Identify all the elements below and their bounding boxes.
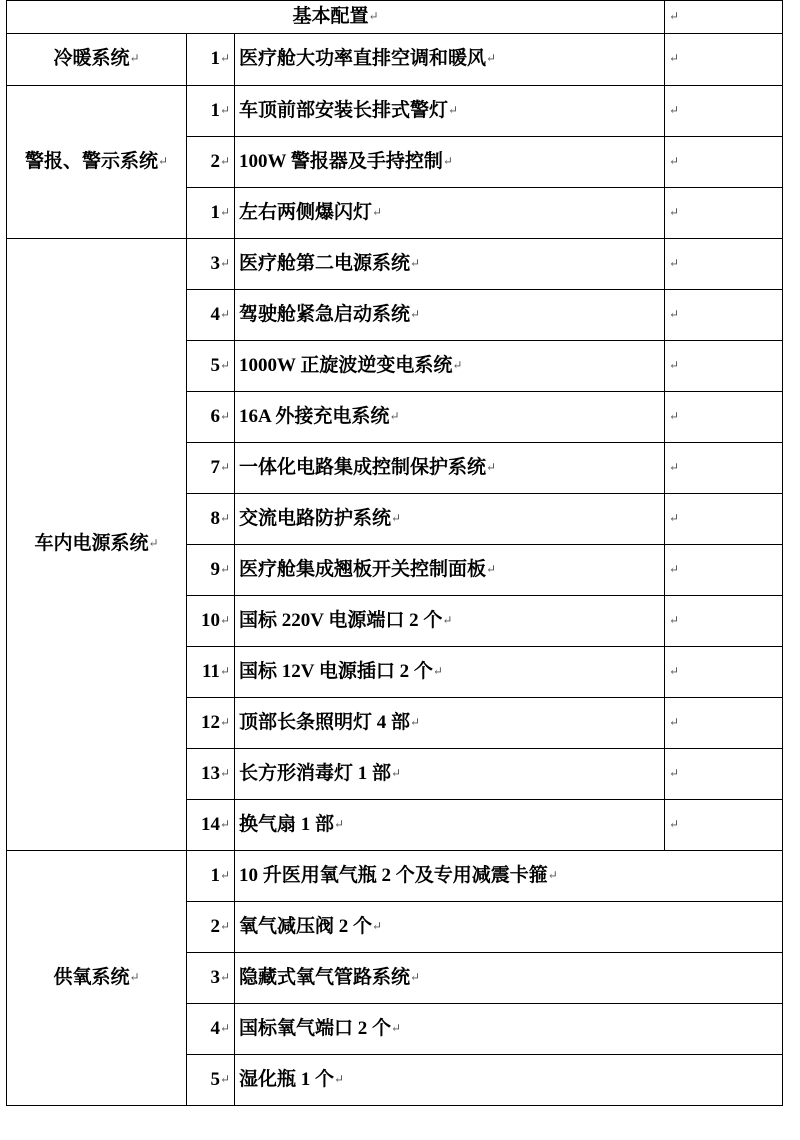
paragraph-mark-icon: ↵ [391, 510, 402, 525]
paragraph-mark-icon: ↵ [669, 714, 680, 729]
paragraph-mark-icon: ↵ [219, 969, 230, 984]
description-label: 医疗舱大功率直排空调和暖风 [239, 48, 487, 70]
category-cell-power-system [7, 239, 187, 851]
description-label: 国标 220V 电源端口 2 个 [239, 609, 443, 631]
table-row [7, 34, 795, 86]
index-label: 13 [200, 762, 220, 784]
description-label: 16A 外接充电系统 [239, 405, 390, 427]
table-row [7, 239, 795, 290]
index-cell [187, 902, 235, 953]
description-cell [235, 341, 665, 392]
description-cell [235, 647, 665, 698]
right-margin-cell [783, 494, 795, 545]
right-margin-cell [783, 239, 795, 290]
index-cell [187, 137, 235, 188]
category-cell-alarm-warning [7, 86, 187, 239]
description-label: 1000W 正旋波逆变电系统 [239, 354, 453, 376]
right-margin-cell [783, 1055, 795, 1106]
paragraph-mark-icon: ↵ [219, 306, 230, 321]
index-label: 9 [210, 558, 220, 580]
note-cell [665, 749, 783, 800]
index-label: 8 [210, 507, 220, 529]
header-title-cell [7, 1, 665, 34]
table-row [7, 851, 795, 902]
index-label: 11 [201, 660, 220, 682]
paragraph-mark-icon: ↵ [334, 1071, 345, 1086]
description-label: 国标氧气端口 2 个 [239, 1017, 392, 1039]
note-cell [665, 290, 783, 341]
description-label: 换气扇 1 部 [239, 813, 335, 835]
note-cell [665, 188, 783, 239]
paragraph-mark-icon: ↵ [410, 255, 421, 270]
note-cell [665, 341, 783, 392]
paragraph-mark-icon: ↵ [219, 1020, 230, 1035]
paragraph-mark-icon: ↵ [410, 714, 421, 729]
right-margin-cell [783, 902, 795, 953]
paragraph-mark-icon: ↵ [219, 204, 230, 219]
description-cell [235, 86, 665, 137]
index-cell [187, 341, 235, 392]
paragraph-mark-icon: ↵ [669, 306, 680, 321]
note-cell [665, 34, 783, 86]
index-cell [187, 749, 235, 800]
paragraph-mark-icon: ↵ [219, 561, 230, 576]
description-label: 车顶前部安装长排式警灯 [239, 99, 449, 121]
description-cell [235, 902, 783, 953]
header-title: 基本配置 [292, 5, 369, 27]
index-cell [187, 239, 235, 290]
paragraph-mark-icon: ↵ [669, 561, 680, 576]
paragraph-mark-icon: ↵ [669, 102, 680, 117]
paragraph-mark-icon: ↵ [391, 1020, 402, 1035]
paragraph-mark-icon: ↵ [486, 51, 497, 66]
note-cell [665, 596, 783, 647]
paragraph-mark-icon: ↵ [669, 357, 680, 372]
description-cell [235, 188, 665, 239]
index-label: 14 [200, 813, 220, 835]
paragraph-mark-icon: ↵ [372, 918, 383, 933]
note-cell [665, 86, 783, 137]
paragraph-mark-icon: ↵ [442, 153, 453, 168]
table-row [7, 86, 795, 137]
right-margin-cell [783, 443, 795, 494]
note-cell [665, 392, 783, 443]
paragraph-mark-icon: ↵ [391, 765, 402, 780]
category-label: 冷暖系统 [53, 48, 130, 70]
paragraph-mark-icon: ↵ [219, 153, 230, 168]
index-label: 1 [210, 48, 220, 70]
table-body [7, 1, 795, 1106]
table-header-row [7, 1, 795, 34]
index-cell [187, 953, 235, 1004]
right-margin-cell [783, 1, 795, 34]
index-label: 1 [210, 201, 220, 223]
description-cell [235, 137, 665, 188]
note-cell [665, 647, 783, 698]
description-label: 100W 警报器及手持控制 [239, 150, 443, 172]
paragraph-mark-icon: ↵ [669, 765, 680, 780]
right-margin-cell [783, 34, 795, 86]
paragraph-mark-icon: ↵ [669, 510, 680, 525]
paragraph-mark-icon: ↵ [389, 408, 400, 423]
description-label: 国标 12V 电源插口 2 个 [239, 660, 433, 682]
description-label: 一体化电路集成控制保护系统 [239, 456, 487, 478]
paragraph-mark-icon: ↵ [669, 8, 680, 23]
index-cell [187, 34, 235, 86]
paragraph-mark-icon: ↵ [219, 663, 230, 678]
right-margin-cell [783, 290, 795, 341]
note-cell [665, 800, 783, 851]
index-label: 1 [210, 864, 220, 886]
right-margin-cell [783, 392, 795, 443]
right-margin-cell [783, 86, 795, 137]
index-label: 4 [210, 303, 220, 325]
paragraph-mark-icon: ↵ [669, 255, 680, 270]
right-margin-cell [783, 596, 795, 647]
description-cell [235, 698, 665, 749]
paragraph-mark-icon: ↵ [219, 102, 230, 117]
paragraph-mark-icon: ↵ [442, 612, 453, 627]
description-cell [235, 851, 783, 902]
description-cell [235, 800, 665, 851]
description-label: 顶部长条照明灯 4 部 [239, 711, 411, 733]
header-note-cell [665, 1, 783, 34]
index-cell [187, 86, 235, 137]
note-cell [665, 137, 783, 188]
paragraph-mark-icon: ↵ [669, 204, 680, 219]
description-label: 湿化瓶 1 个 [239, 1068, 335, 1090]
description-cell [235, 545, 665, 596]
index-cell [187, 596, 235, 647]
category-label: 警报、警示系统 [24, 150, 158, 172]
paragraph-mark-icon: ↵ [432, 663, 443, 678]
paragraph-mark-icon: ↵ [486, 561, 497, 576]
category-cell-oxygen-supply [7, 851, 187, 1106]
category-cell-heating-cooling [7, 34, 187, 86]
description-cell [235, 596, 665, 647]
index-label: 10 [200, 609, 220, 631]
paragraph-mark-icon: ↵ [129, 51, 140, 66]
note-cell [665, 239, 783, 290]
paragraph-mark-icon: ↵ [157, 153, 169, 168]
index-cell [187, 443, 235, 494]
index-cell [187, 545, 235, 596]
paragraph-mark-icon: ↵ [219, 408, 230, 423]
index-label: 12 [200, 711, 220, 733]
paragraph-mark-icon: ↵ [410, 306, 421, 321]
description-label: 长方形消毒灯 1 部 [239, 762, 392, 784]
index-label: 2 [210, 150, 220, 172]
right-margin-cell [783, 953, 795, 1004]
paragraph-mark-icon: ↵ [669, 816, 680, 831]
description-cell [235, 494, 665, 545]
paragraph-mark-icon: ↵ [669, 612, 680, 627]
paragraph-mark-icon: ↵ [219, 612, 230, 627]
description-label: 氧气减压阀 2 个 [239, 915, 373, 937]
paragraph-mark-icon: ↵ [669, 459, 680, 474]
right-margin-cell [783, 749, 795, 800]
description-label: 医疗舱第二电源系统 [239, 252, 411, 274]
index-cell [187, 851, 235, 902]
index-cell [187, 392, 235, 443]
paragraph-mark-icon: ↵ [219, 1071, 230, 1086]
index-label: 7 [210, 456, 220, 478]
paragraph-mark-icon: ↵ [410, 969, 421, 984]
paragraph-mark-icon: ↵ [148, 536, 159, 551]
paragraph-mark-icon: ↵ [219, 459, 230, 474]
paragraph-mark-icon: ↵ [129, 969, 140, 984]
paragraph-mark-icon: ↵ [219, 867, 230, 882]
specification-table [6, 0, 795, 1106]
paragraph-mark-icon: ↵ [448, 102, 459, 117]
index-cell [187, 698, 235, 749]
right-margin-cell [783, 137, 795, 188]
paragraph-mark-icon: ↵ [219, 918, 230, 933]
description-cell [235, 443, 665, 494]
note-cell [665, 698, 783, 749]
index-label: 5 [210, 1068, 220, 1090]
right-margin-cell [783, 545, 795, 596]
description-cell [235, 392, 665, 443]
index-label: 3 [210, 966, 220, 988]
description-cell [235, 290, 665, 341]
paragraph-mark-icon: ↵ [669, 408, 680, 423]
paragraph-mark-icon: ↵ [452, 357, 463, 372]
paragraph-mark-icon: ↵ [219, 765, 230, 780]
paragraph-mark-icon: ↵ [219, 714, 230, 729]
description-label: 隐藏式氧气管路系统 [239, 966, 411, 988]
description-cell [235, 239, 665, 290]
right-margin-cell [783, 341, 795, 392]
category-label: 车内电源系统 [34, 533, 149, 555]
description-cell [235, 1004, 783, 1055]
right-margin-cell [783, 698, 795, 749]
description-label: 驾驶舱紧急启动系统 [239, 303, 411, 325]
index-cell [187, 800, 235, 851]
index-cell [187, 1004, 235, 1055]
paragraph-mark-icon: ↵ [334, 816, 345, 831]
paragraph-mark-icon: ↵ [368, 8, 379, 23]
paragraph-mark-icon: ↵ [219, 357, 230, 372]
right-margin-cell [783, 188, 795, 239]
paragraph-mark-icon: ↵ [372, 204, 383, 219]
right-margin-cell [783, 851, 795, 902]
paragraph-mark-icon: ↵ [669, 663, 680, 678]
description-cell [235, 953, 783, 1004]
index-cell [187, 494, 235, 545]
description-label: 交流电路防护系统 [239, 507, 392, 529]
index-cell [187, 647, 235, 698]
paragraph-mark-icon: ↵ [219, 510, 230, 525]
paragraph-mark-icon: ↵ [547, 867, 558, 882]
index-label: 4 [210, 1017, 220, 1039]
description-cell [235, 749, 665, 800]
description-cell [235, 1055, 783, 1106]
description-label: 左右两侧爆闪灯 [239, 201, 373, 223]
right-margin-cell [783, 800, 795, 851]
description-label: 10 升医用氧气瓶 2 个及专用减震卡箍 [239, 864, 548, 886]
paragraph-mark-icon: ↵ [669, 51, 680, 66]
note-cell [665, 545, 783, 596]
paragraph-mark-icon: ↵ [486, 459, 497, 474]
index-cell [187, 1055, 235, 1106]
paragraph-mark-icon: ↵ [219, 51, 230, 66]
paragraph-mark-icon: ↵ [669, 153, 680, 168]
index-label: 6 [210, 405, 220, 427]
right-margin-cell [783, 647, 795, 698]
index-label: 5 [210, 354, 220, 376]
note-cell [665, 443, 783, 494]
index-label: 3 [210, 252, 220, 274]
paragraph-mark-icon: ↵ [219, 255, 230, 270]
right-margin-cell [783, 1004, 795, 1055]
note-cell [665, 494, 783, 545]
category-label: 供氧系统 [53, 966, 130, 988]
index-cell [187, 290, 235, 341]
index-cell [187, 188, 235, 239]
index-label: 1 [210, 99, 220, 121]
description-cell [235, 34, 665, 86]
index-label: 2 [210, 915, 220, 937]
description-label: 医疗舱集成翘板开关控制面板 [239, 558, 487, 580]
paragraph-mark-icon: ↵ [219, 816, 230, 831]
